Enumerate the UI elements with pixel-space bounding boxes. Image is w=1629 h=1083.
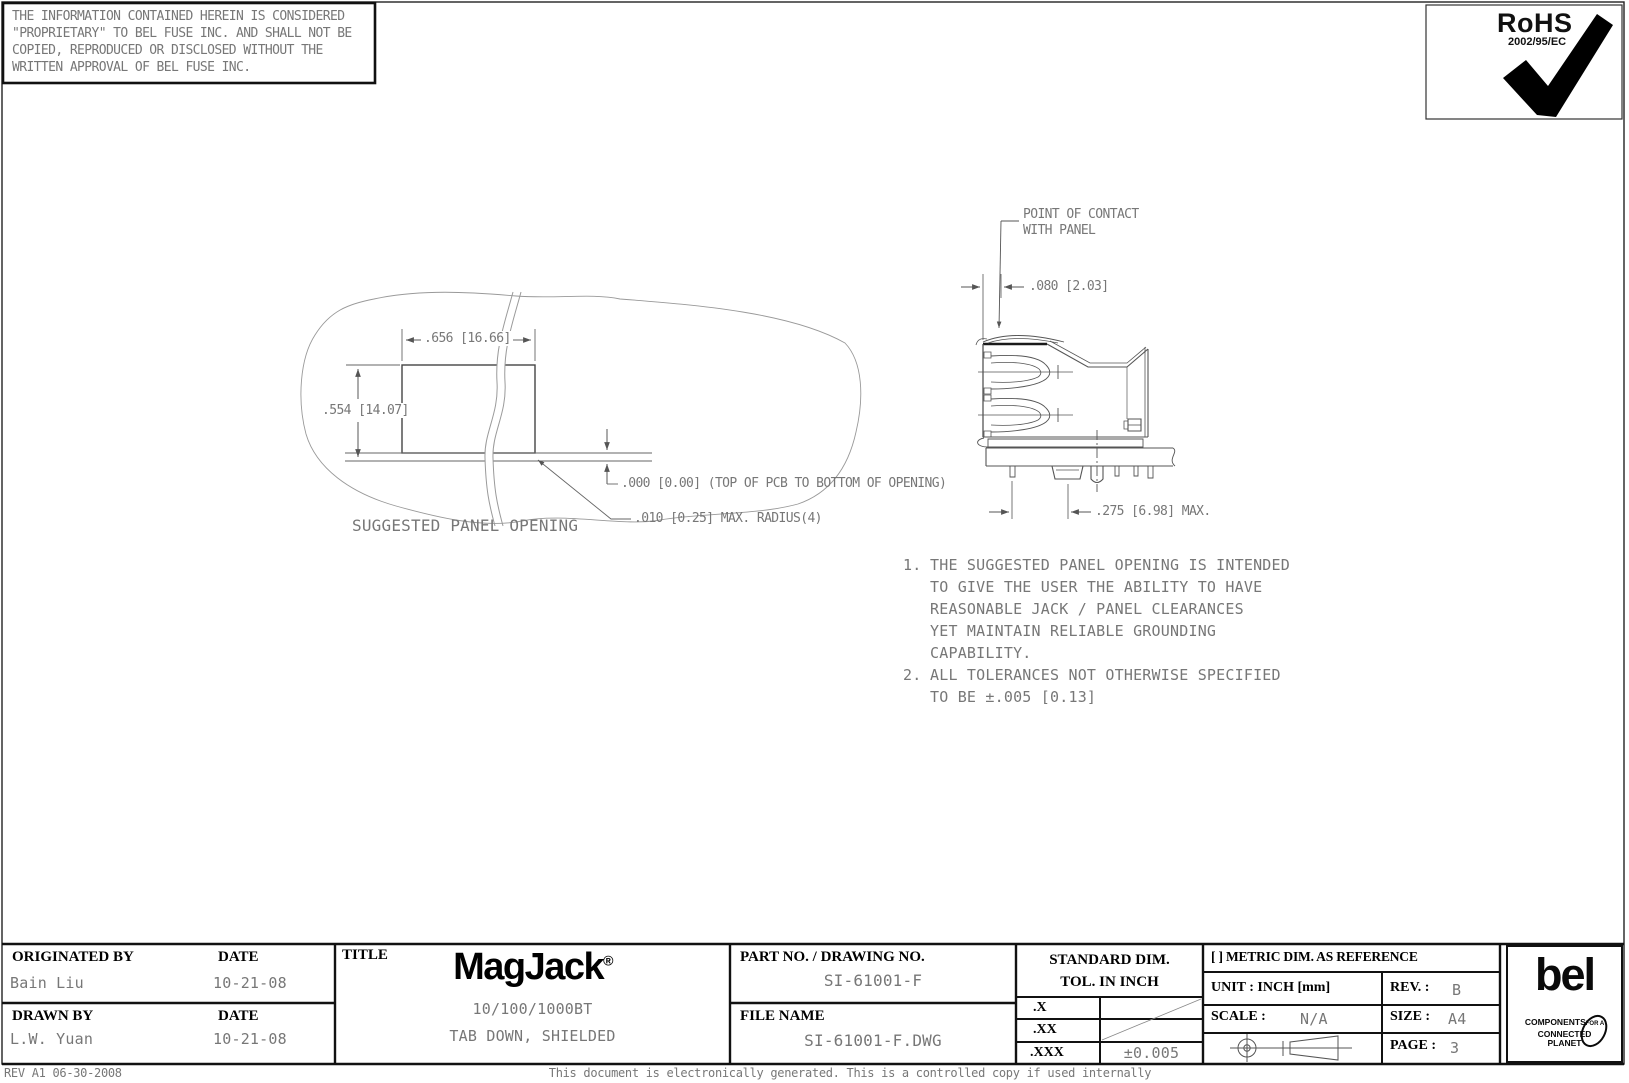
title-label: TITLE bbox=[342, 947, 388, 963]
proprietary-line-4: WRITTEN APPROVAL OF BEL FUSE INC. bbox=[12, 60, 251, 75]
note-2-number: 2. bbox=[903, 666, 922, 684]
proprietary-line-1: THE INFORMATION CONTAINED HEREIN IS CONSIDERED bbox=[12, 9, 345, 24]
drafter-name: L.W. Yuan bbox=[10, 1030, 94, 1048]
tol-row-x: .X bbox=[1033, 1000, 1047, 1015]
tol-header-1: STANDARD DIM. bbox=[1049, 952, 1170, 968]
page-value: 3 bbox=[1450, 1039, 1460, 1057]
proprietary-line-2: "PROPRIETARY" TO BEL FUSE INC. AND SHALL NOT BE bbox=[12, 26, 352, 41]
tol-row-xx: .XX bbox=[1033, 1022, 1057, 1037]
bel-tagline-1b: FOR A bbox=[1585, 1021, 1605, 1027]
metric-reference-header: [ ] METRIC DIM. AS REFERENCE bbox=[1211, 949, 1418, 964]
drawn-date: 10-21-08 bbox=[213, 1030, 287, 1048]
originated-date: 10-21-08 bbox=[213, 974, 287, 992]
note-1-line: REASONABLE JACK / PANEL CLEARANCES bbox=[930, 600, 1244, 618]
dim-contact-offset: .080 [2.03] bbox=[1029, 279, 1109, 294]
note-2-line: TO BE ±.005 [0.13] bbox=[930, 688, 1097, 706]
dim-depth-max: .275 [6.98] MAX. bbox=[1095, 504, 1211, 519]
note-1-line: CAPABILITY. bbox=[930, 644, 1032, 662]
size-label: SIZE : bbox=[1390, 1009, 1431, 1024]
registered-mark: ® bbox=[603, 952, 612, 969]
page-label: PAGE : bbox=[1390, 1038, 1437, 1053]
dim-radius-note: .010 [0.25] MAX. RADIUS(4) bbox=[634, 511, 822, 526]
date-label-1: DATE bbox=[218, 949, 259, 965]
drawn-by-label: DRAWN BY bbox=[12, 1008, 94, 1024]
scale-label: SCALE : bbox=[1211, 1009, 1266, 1024]
panel-view-caption: SUGGESTED PANEL OPENING bbox=[352, 516, 579, 535]
tol-row-xxx: .XXX bbox=[1030, 1045, 1064, 1060]
controlled-copy-note: This document is electronically generated. This is a controlled copy if used internally bbox=[548, 1066, 1152, 1080]
note-1-line: THE SUGGESTED PANEL OPENING IS INTENDED bbox=[930, 556, 1290, 574]
size-value: A4 bbox=[1448, 1010, 1467, 1028]
bel-logo: bel bbox=[1534, 949, 1595, 1000]
part-no-label: PART NO. / DRAWING NO. bbox=[740, 949, 925, 965]
date-label-2: DATE bbox=[218, 1008, 259, 1024]
originator-name: Bain Liu bbox=[10, 974, 84, 992]
footer-rev-note: REV A1 06-30-2008 bbox=[4, 1066, 122, 1080]
originated-by-label: ORIGINATED BY bbox=[12, 949, 134, 965]
dim-panel-height: .554 [14.07] bbox=[322, 403, 409, 418]
rohs-title: RoHS bbox=[1497, 8, 1573, 38]
brand-name: MagJack bbox=[453, 946, 604, 988]
dim-panel-width: .656 [16.66] bbox=[424, 331, 511, 346]
tol-header-2: TOL. IN INCH bbox=[1060, 974, 1159, 990]
scale-value: N/A bbox=[1300, 1010, 1328, 1028]
jack-side-view-linework bbox=[961, 221, 1175, 519]
note-1-number: 1. bbox=[903, 556, 922, 574]
file-name-label: FILE NAME bbox=[740, 1008, 825, 1024]
contact-label-line2: WITH PANEL bbox=[1023, 223, 1096, 238]
rohs-subtitle: 2002/95/EC bbox=[1508, 36, 1567, 48]
note-1-line: YET MAINTAIN RELIABLE GROUNDING bbox=[930, 622, 1217, 640]
sheet-frame bbox=[2, 2, 1624, 1064]
part-no-value: SI-61001-F bbox=[823, 971, 923, 990]
note-1-line: TO GIVE THE USER THE ABILITY TO HAVE bbox=[930, 578, 1263, 596]
contact-label-line1: POINT OF CONTACT bbox=[1023, 207, 1139, 222]
note-2-line: ALL TOLERANCES NOT OTHERWISE SPECIFIED bbox=[930, 666, 1281, 684]
rev-value: B bbox=[1452, 981, 1462, 999]
file-name-value: SI-61001-F.DWG bbox=[804, 1031, 942, 1050]
projection-symbol-icon bbox=[1230, 1034, 1352, 1062]
bel-tagline-1: COMPONENTS bbox=[1524, 1017, 1586, 1027]
tol-value-xxx: ±0.005 bbox=[1123, 1044, 1180, 1062]
bel-tagline-3: PLANET bbox=[1547, 1038, 1582, 1048]
bel-tagline-2: CONNECTED bbox=[1537, 1028, 1592, 1039]
unit-label: UNIT : INCH [mm] bbox=[1211, 980, 1331, 995]
rev-label: REV. : bbox=[1390, 980, 1430, 995]
brand-logo bbox=[335, 946, 730, 989]
product-line-2: TAB DOWN, SHIELDED bbox=[449, 1027, 616, 1045]
proprietary-line-3: COPIED, REPRODUCED OR DISCLOSED WITHOUT THE bbox=[12, 43, 323, 58]
dim-pcb-note: .000 [0.00] (TOP OF PCB TO BOTTOM OF OPENING) bbox=[621, 476, 947, 491]
bel-tagline bbox=[1507, 1018, 1622, 1049]
product-line-1: 10/100/1000BT bbox=[472, 1000, 593, 1018]
